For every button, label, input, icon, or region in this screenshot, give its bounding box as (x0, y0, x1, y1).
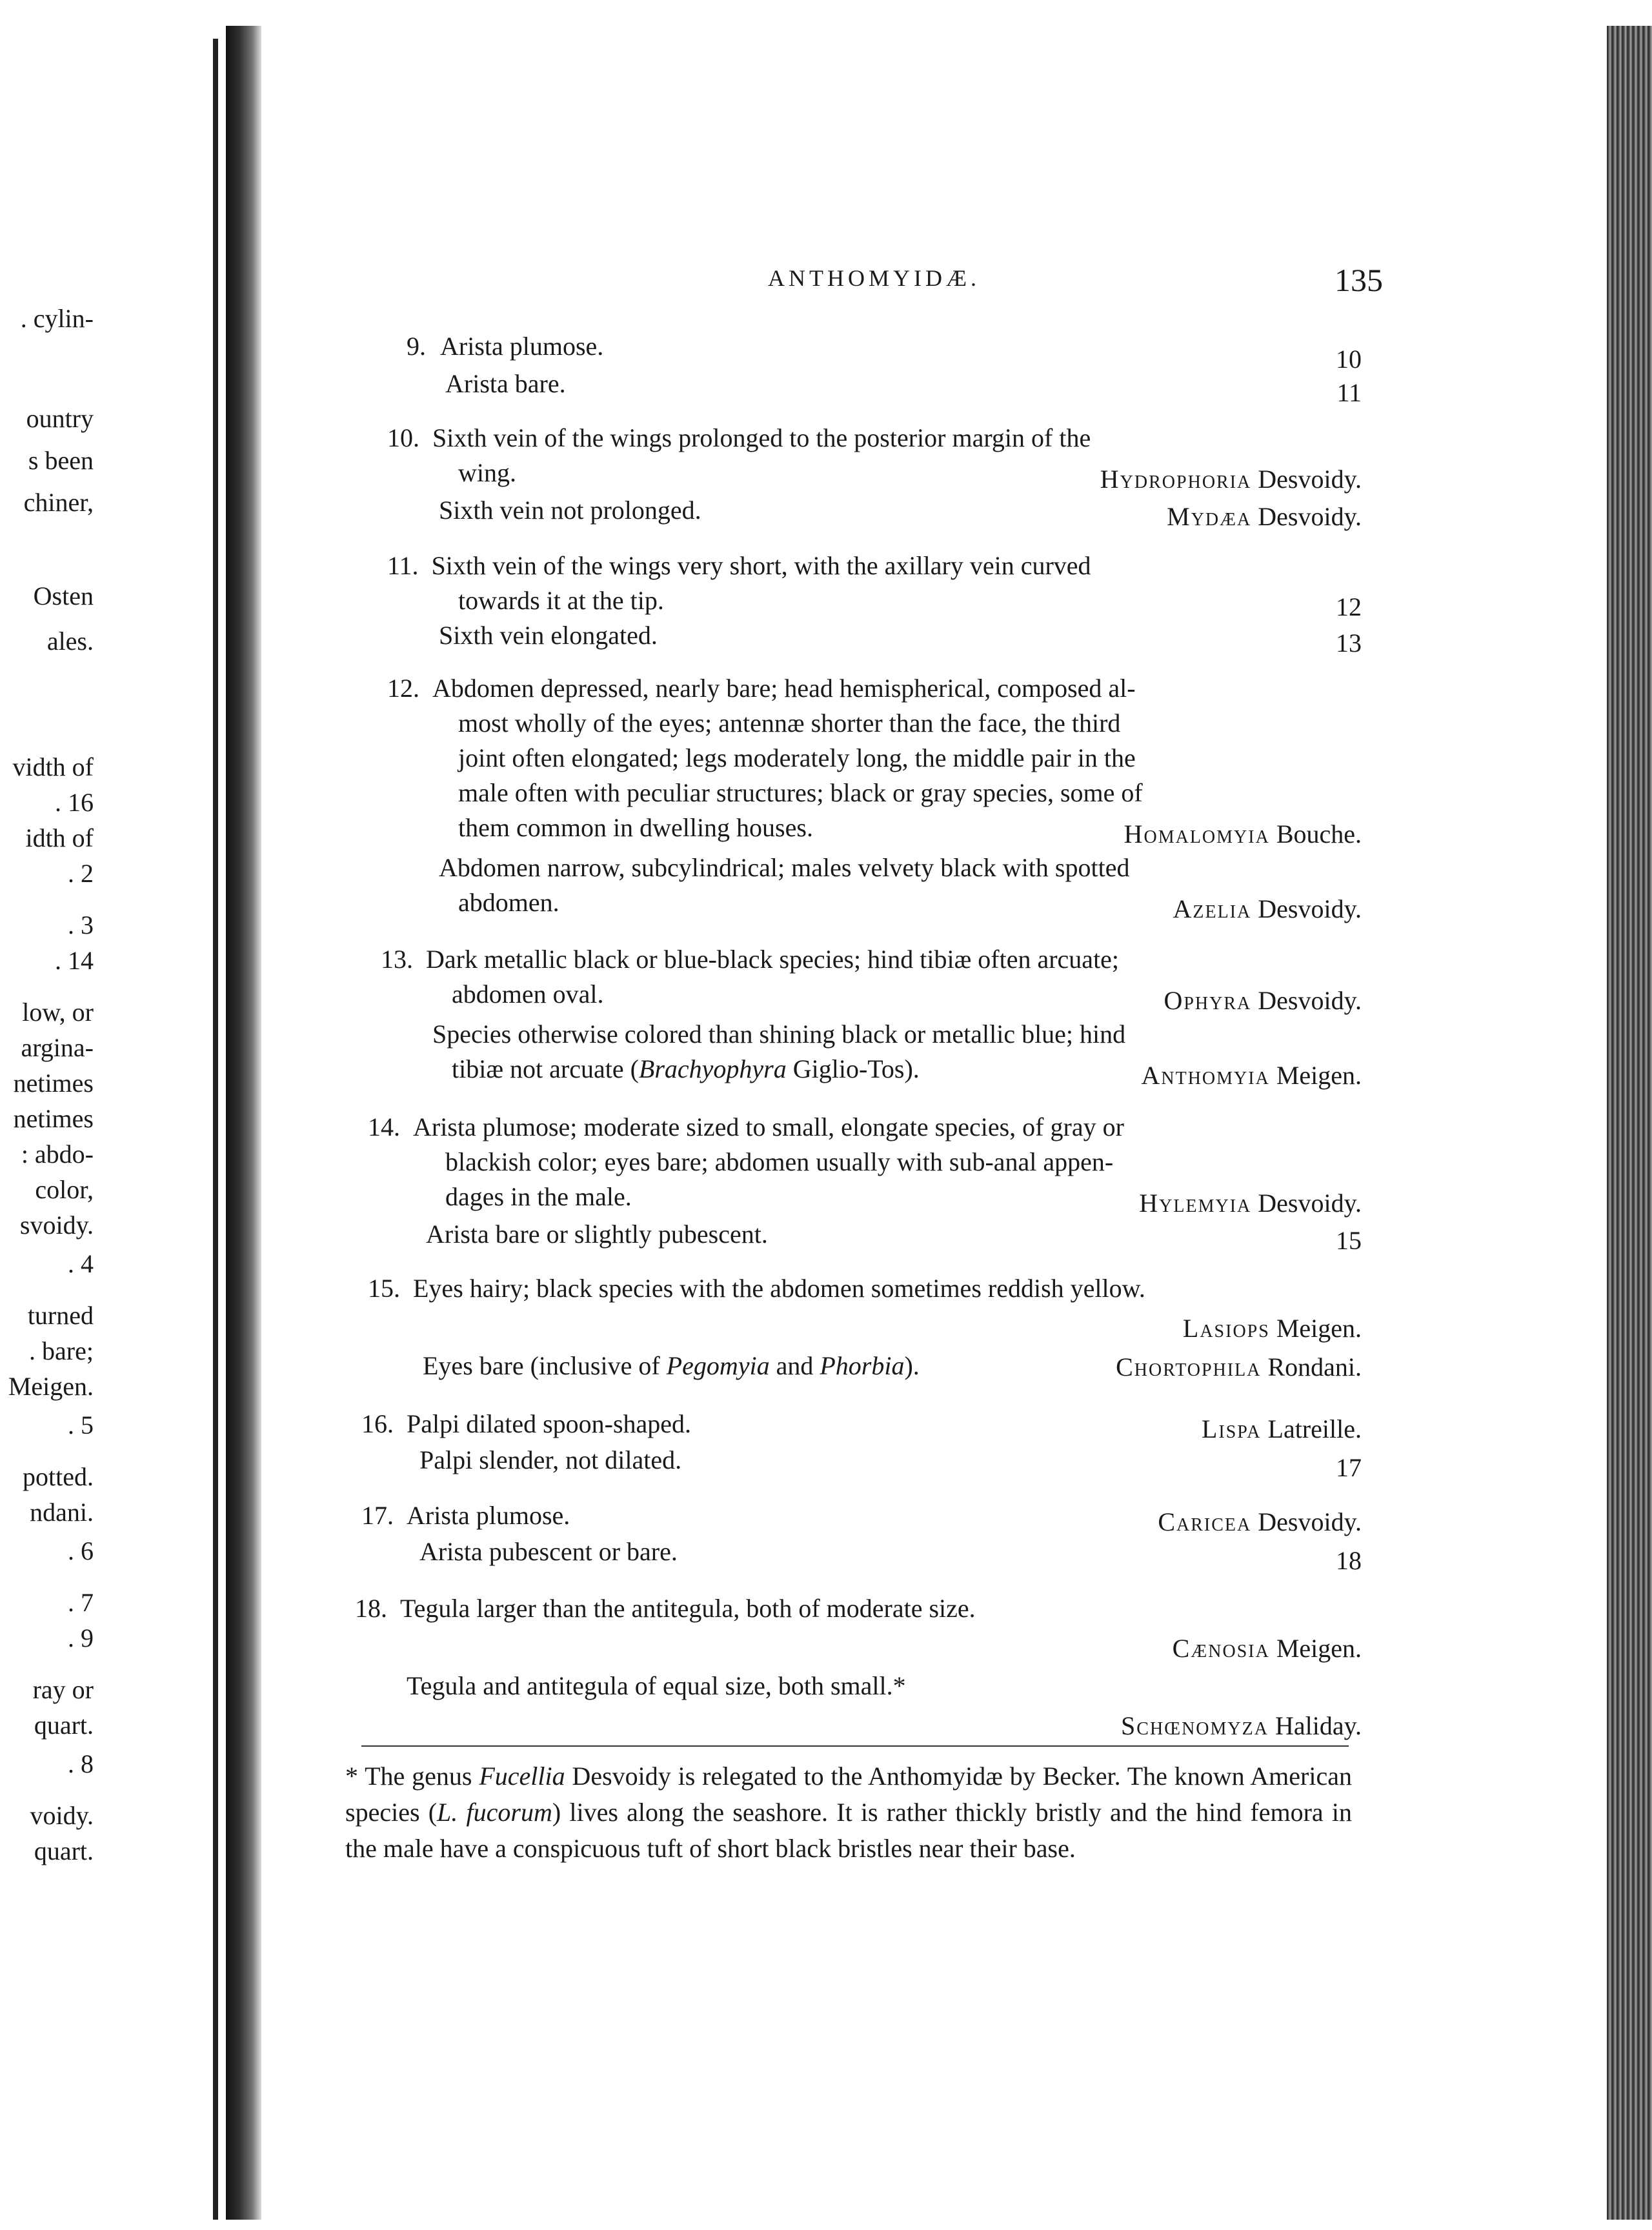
author-name: Meigen. (1276, 1061, 1362, 1090)
previous-page-line: . 2 (68, 859, 94, 888)
couplet-9a (407, 329, 1362, 374)
couplet-13a (381, 942, 1362, 977)
previous-page-line: chiner, (23, 488, 94, 517)
previous-page-line: ray or (32, 1675, 94, 1704)
author-name: Meigen. (1276, 1314, 1362, 1343)
genus-name: Lasiops (1182, 1314, 1270, 1343)
footnote-genus: Fucellia (479, 1762, 565, 1791)
footnote-rule (361, 1745, 1349, 1747)
couplet-12b-cont (458, 885, 1362, 923)
couplet-text: Eyes bare (inclusive of (423, 1351, 667, 1380)
genus-name: Hylemyia (1139, 1189, 1252, 1218)
footnote-text (345, 1758, 1352, 1867)
couplet-text: Sixth vein of the wings very short, with the axillary vein curved (431, 551, 1091, 580)
previous-page-line: s been (28, 446, 94, 475)
couplet-11b (439, 618, 1362, 658)
synonym-genus: Phorbia (820, 1351, 905, 1380)
previous-page-line: quart. (34, 1836, 94, 1865)
genus-name: Azelia (1173, 894, 1252, 923)
author-name: Meigen. (1276, 1634, 1362, 1663)
couplet-text: Arista pubescent or bare. (419, 1537, 678, 1566)
previous-page-line: . cylin- (20, 304, 94, 333)
previous-page-line: . 16 (55, 788, 94, 817)
genus-name: Chortophila (1116, 1352, 1262, 1381)
couplet-ref: 17 (1336, 1453, 1362, 1482)
couplet-11a (387, 548, 1362, 583)
couplet-text: and (769, 1351, 820, 1380)
couplet-14b (426, 1217, 1362, 1255)
genus-name: Anthomyia (1141, 1061, 1270, 1090)
couplet-16a (361, 1407, 1362, 1441)
previous-page-line: . 9 (68, 1623, 94, 1652)
synonym-genus: Pegomyia (666, 1351, 770, 1380)
couplet-13a-cont (452, 977, 1362, 1015)
couplet-ref: 12 (1336, 592, 1362, 621)
genus-name: Caricea (1158, 1507, 1252, 1536)
couplet-text: abdomen. (458, 888, 559, 917)
author-name: Bouche. (1276, 819, 1362, 849)
previous-page-line: ndani. (30, 1498, 94, 1527)
couplet-12a (387, 671, 1362, 706)
footnote-species: L. fucorum (437, 1798, 552, 1827)
gutter-line (213, 39, 218, 2220)
author-name: Desvoidy. (1258, 894, 1362, 923)
couplet-text: Sixth vein elongated. (439, 621, 658, 650)
couplet-18a (355, 1591, 1362, 1626)
page-number: 135 (1335, 262, 1383, 298)
couplet-ref: 15 (1336, 1226, 1362, 1255)
couplet-text: most wholly of the eyes; antennæ shorter than the face, the third (458, 708, 1121, 738)
couplet-text: Palpi dilated spoon-shaped. (407, 1409, 692, 1438)
couplet-9b (445, 367, 1362, 407)
previous-page-line: argina- (21, 1033, 94, 1062)
couplet-text: Tegula larger than the antitegula, both of moderate size. (400, 1594, 976, 1623)
couplet-13b-cont (452, 1052, 1362, 1090)
couplet-text: Sixth vein not prolonged. (439, 496, 701, 525)
footnote-segment: * The genus (345, 1762, 479, 1791)
couplet-number: 10. (387, 423, 419, 452)
couplet-12b: Abdomen narrow, subcylindrical; males velvety black with spotted (439, 853, 1130, 882)
author-name: Desvoidy. (1258, 465, 1362, 494)
author-name: Haliday. (1274, 1711, 1362, 1740)
couplet-text: Dark metallic black or blue-black species; hind tibiæ often arcuate; (426, 945, 1120, 974)
binding-shadow (226, 26, 261, 2220)
couplet-10a (387, 421, 1362, 456)
couplet-ref: 18 (1336, 1546, 1362, 1575)
previous-page-line: . 6 (68, 1536, 94, 1565)
couplet-text: blackish color; eyes bare; abdomen usually with sub-anal appen- (445, 1147, 1114, 1176)
couplet-number: 9. (407, 332, 426, 361)
genus-name: Homalomyia (1123, 819, 1270, 849)
previous-page-line: . 3 (68, 910, 94, 939)
couplet-number: 16. (361, 1409, 394, 1438)
previous-page-line: . 5 (68, 1411, 94, 1440)
couplet-text: wing. (458, 458, 516, 487)
author-name: Desvoidy. (1258, 1507, 1362, 1536)
previous-page-line: Meigen. (8, 1372, 94, 1401)
couplet-text: Abdomen depressed, nearly bare; head hemispherical, composed al- (432, 674, 1136, 703)
couplet-number: 18. (355, 1594, 387, 1623)
couplet-text: Giglio-Tos). (786, 1054, 920, 1083)
couplet-17b (419, 1534, 1362, 1575)
previous-page-line: ales. (46, 627, 94, 656)
previous-page-line: low, or (22, 998, 94, 1027)
genus-name: Mydæa (1167, 502, 1252, 531)
previous-page-line: . 8 (68, 1749, 94, 1778)
previous-page-line: . 4 (68, 1249, 94, 1278)
synonym-genus: Brachyophyra (638, 1054, 787, 1083)
genus-name: Cænosia (1172, 1634, 1270, 1663)
page-stack-edge (1607, 26, 1652, 2220)
previous-page-line: : abdo- (21, 1140, 94, 1169)
couplet-text: tibiæ not arcuate ( (452, 1054, 639, 1083)
couplet-number: 12. (387, 674, 419, 703)
previous-page-line: netimes (13, 1104, 94, 1133)
couplet-ref: 10 (1336, 345, 1362, 374)
author-name: Rondani. (1267, 1352, 1362, 1381)
footnote (345, 1758, 1352, 1867)
couplet-15b (423, 1349, 1362, 1383)
previous-page-line: voidy. (30, 1801, 94, 1830)
couplet-number: 15. (368, 1274, 400, 1303)
author-name: Desvoidy. (1258, 1189, 1362, 1218)
couplet-text: abdomen oval. (452, 979, 604, 1009)
couplet-text: Arista plumose; moderate sized to small, elongate species, of gray or (413, 1112, 1124, 1141)
genus-name: Ophyra (1163, 986, 1252, 1015)
previous-page-line: quart. (34, 1711, 94, 1740)
couplet-14a-end (445, 1180, 1362, 1218)
couplet-18b: Tegula and antitegula of equal size, both small.* (407, 1671, 906, 1700)
previous-page-line: . 14 (55, 946, 94, 975)
couplet-14a (368, 1110, 1362, 1145)
couplet-16b (419, 1443, 1362, 1482)
couplet-text: Arista bare. (445, 369, 566, 398)
couplet-12a-end (458, 810, 1362, 849)
previous-page-line: color, (35, 1175, 94, 1204)
couplet-text: dages in the male. (445, 1182, 632, 1211)
footnote-segment: Desvoidy is relegated to the Anthomyidæ by Becker. The known American species ( (345, 1762, 1352, 1827)
previous-page-fragments (0, 0, 213, 2230)
previous-page-line: idth of (25, 823, 94, 852)
previous-page-line: turned (27, 1301, 94, 1330)
couplet-text: Eyes hairy; black species with the abdomen sometimes reddish yellow. (413, 1274, 1145, 1303)
genus-name: Hydrophoria (1100, 465, 1252, 494)
footnote-segment: ) lives along the seashore. It is rather thickly bristly and the hind femora in the male have a conspicuous tuft of short black bristles near their base. (345, 1798, 1352, 1863)
genus-name: Schœnomyza (1121, 1711, 1269, 1740)
author-name: Desvoidy. (1258, 502, 1362, 531)
couplet-17a (361, 1498, 1362, 1536)
couplet-text: Palpi slender, not dilated. (419, 1445, 682, 1474)
couplet-ref: 11 (1336, 378, 1362, 407)
author-name: Latreille. (1267, 1414, 1362, 1443)
previous-page-line: . bare; (29, 1336, 94, 1365)
couplet-10a-cont (458, 456, 1362, 494)
author-name: Desvoidy. (1258, 986, 1362, 1015)
couplet-text: Sixth vein of the wings prolonged to the posterior margin of the (432, 423, 1091, 452)
previous-page-line: ountry (26, 404, 94, 433)
couplet-text: towards it at the tip. (458, 586, 664, 615)
previous-page-line: svoidy. (19, 1210, 94, 1240)
couplet-number: 17. (361, 1501, 394, 1530)
couplet-text: them common in dwelling houses. (458, 813, 813, 842)
couplet-text: Arista plumose. (440, 332, 604, 361)
couplet-11a-cont (458, 583, 1362, 621)
couplet-text: male often with peculiar structures; black or gray species, some of (458, 778, 1143, 807)
couplet-15a (368, 1271, 1362, 1306)
couplet-number: 13. (381, 945, 413, 974)
couplet-text: Arista plumose. (407, 1501, 570, 1530)
previous-page-line: vidth of (12, 752, 94, 781)
previous-page-line: Osten (33, 581, 94, 610)
couplet-text: joint often elongated; legs moderately long, the middle pair in the (458, 743, 1136, 772)
couplet-13b: Species otherwise colored than shining black or metallic blue; hind (432, 1020, 1126, 1049)
couplet-10b (439, 493, 1362, 531)
couplet-number: 11. (387, 551, 419, 580)
couplet-text: ). (904, 1351, 920, 1380)
couplet-text: Arista bare or slightly pubescent. (426, 1220, 768, 1249)
previous-page-line: . 7 (68, 1588, 94, 1617)
couplet-ref: 13 (1336, 628, 1362, 658)
previous-page-line: potted. (23, 1462, 94, 1491)
genus-name: Lispa (1201, 1414, 1262, 1443)
couplet-number: 14. (368, 1112, 400, 1141)
running-header: ANTHOMYIDÆ. (768, 265, 980, 291)
previous-page-line: netimes (13, 1069, 94, 1098)
